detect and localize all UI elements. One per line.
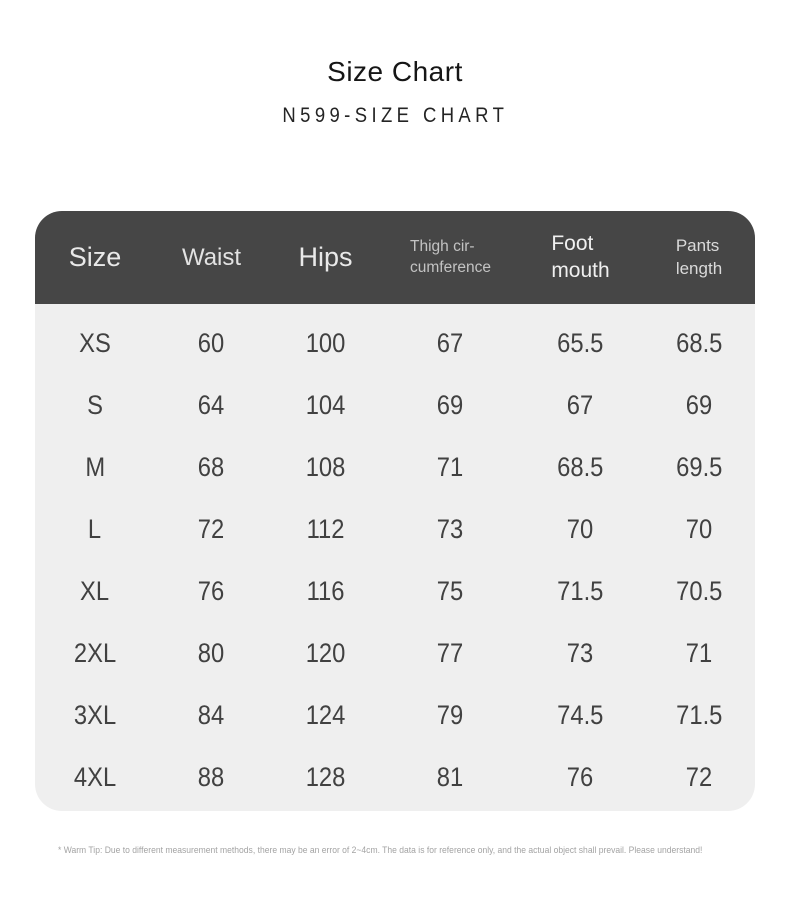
- value-cell: 68.5: [675, 327, 723, 358]
- column-header-label: Thigh cir- cumference: [410, 237, 491, 276]
- value-cell: 71: [685, 637, 713, 668]
- value-cell: 69: [685, 389, 713, 420]
- size-cell: S: [87, 389, 103, 420]
- value-cell: 73: [567, 637, 594, 668]
- value-cell: 64: [198, 389, 225, 420]
- value-cell: 100: [305, 327, 346, 358]
- column-header-foot-mouth: [551, 231, 609, 284]
- column-header-pants-length: [676, 235, 722, 279]
- value-cell: 71.5: [557, 575, 604, 606]
- table-row: [35, 436, 755, 498]
- value-cell: 72: [685, 761, 713, 792]
- table-row: [35, 560, 755, 622]
- value-cell: 71: [437, 451, 464, 482]
- value-cell: 77: [437, 637, 464, 668]
- size-cell: 3XL: [73, 699, 117, 730]
- table-row: [35, 684, 755, 746]
- value-cell: 67: [437, 327, 464, 358]
- value-cell: 108: [305, 451, 346, 482]
- table-header-row: [35, 211, 755, 304]
- table-row: [35, 746, 755, 808]
- value-cell: 75: [437, 575, 464, 606]
- size-cell: 4XL: [73, 761, 117, 792]
- value-cell: 70: [685, 513, 713, 544]
- size-chart-page: [0, 56, 790, 856]
- size-cell: M: [85, 451, 105, 482]
- value-cell: 74.5: [557, 699, 604, 730]
- page-subtitle: [0, 103, 790, 128]
- column-header-waist: [182, 244, 241, 272]
- table-row: [35, 622, 755, 684]
- value-cell: 81: [437, 761, 464, 792]
- column-header-label: Waist: [181, 243, 242, 271]
- value-cell: 76: [567, 761, 594, 792]
- size-cell: XS: [79, 327, 111, 358]
- value-cell: 124: [305, 699, 346, 730]
- table-row: [35, 374, 755, 436]
- value-cell: 71.5: [675, 699, 723, 730]
- size-cell: XL: [80, 575, 110, 606]
- size-cell: 2XL: [73, 637, 117, 668]
- value-cell: 112: [306, 513, 345, 544]
- table-row: [35, 312, 755, 374]
- value-cell: 60: [198, 327, 225, 358]
- column-header-label: Pants length: [675, 236, 723, 278]
- column-header-label: Hips: [298, 242, 353, 272]
- size-table: [35, 211, 755, 811]
- column-header-thigh-circumference: [410, 237, 491, 279]
- value-cell: 79: [437, 699, 464, 730]
- column-header-label: Foot mouth: [551, 232, 610, 282]
- value-cell: 69: [437, 389, 464, 420]
- table-row: [35, 498, 755, 560]
- value-cell: 65.5: [557, 327, 604, 358]
- value-cell: 128: [305, 761, 346, 792]
- column-header-hips: [298, 242, 352, 273]
- value-cell: 73: [437, 513, 464, 544]
- value-cell: 70: [567, 513, 594, 544]
- value-cell: 69.5: [675, 451, 723, 482]
- value-cell: 84: [198, 699, 225, 730]
- size-cell: L: [88, 513, 102, 544]
- value-cell: 76: [198, 575, 225, 606]
- value-cell: 120: [305, 637, 346, 668]
- table-body: [35, 304, 755, 811]
- value-cell: 88: [198, 761, 225, 792]
- column-header-label: Size: [68, 242, 122, 272]
- value-cell: 68.5: [557, 451, 604, 482]
- value-cell: 68: [198, 451, 225, 482]
- value-cell: 70.5: [675, 575, 723, 606]
- value-cell: 72: [198, 513, 225, 544]
- value-cell: 67: [567, 389, 594, 420]
- value-cell: 80: [198, 637, 225, 668]
- column-header-size: [69, 242, 122, 273]
- value-cell: 116: [306, 575, 345, 606]
- page-title: Size Chart: [327, 56, 463, 87]
- value-cell: 104: [305, 389, 346, 420]
- warm-tip-note: * Warm Tip: Due to different measurement methods, there may be an error of 2~4cm. The data is for reference only, and the actual object shall prevail. Please understand!: [58, 845, 703, 856]
- page-subtitle-text: N599-SIZE CHART: [282, 104, 508, 128]
